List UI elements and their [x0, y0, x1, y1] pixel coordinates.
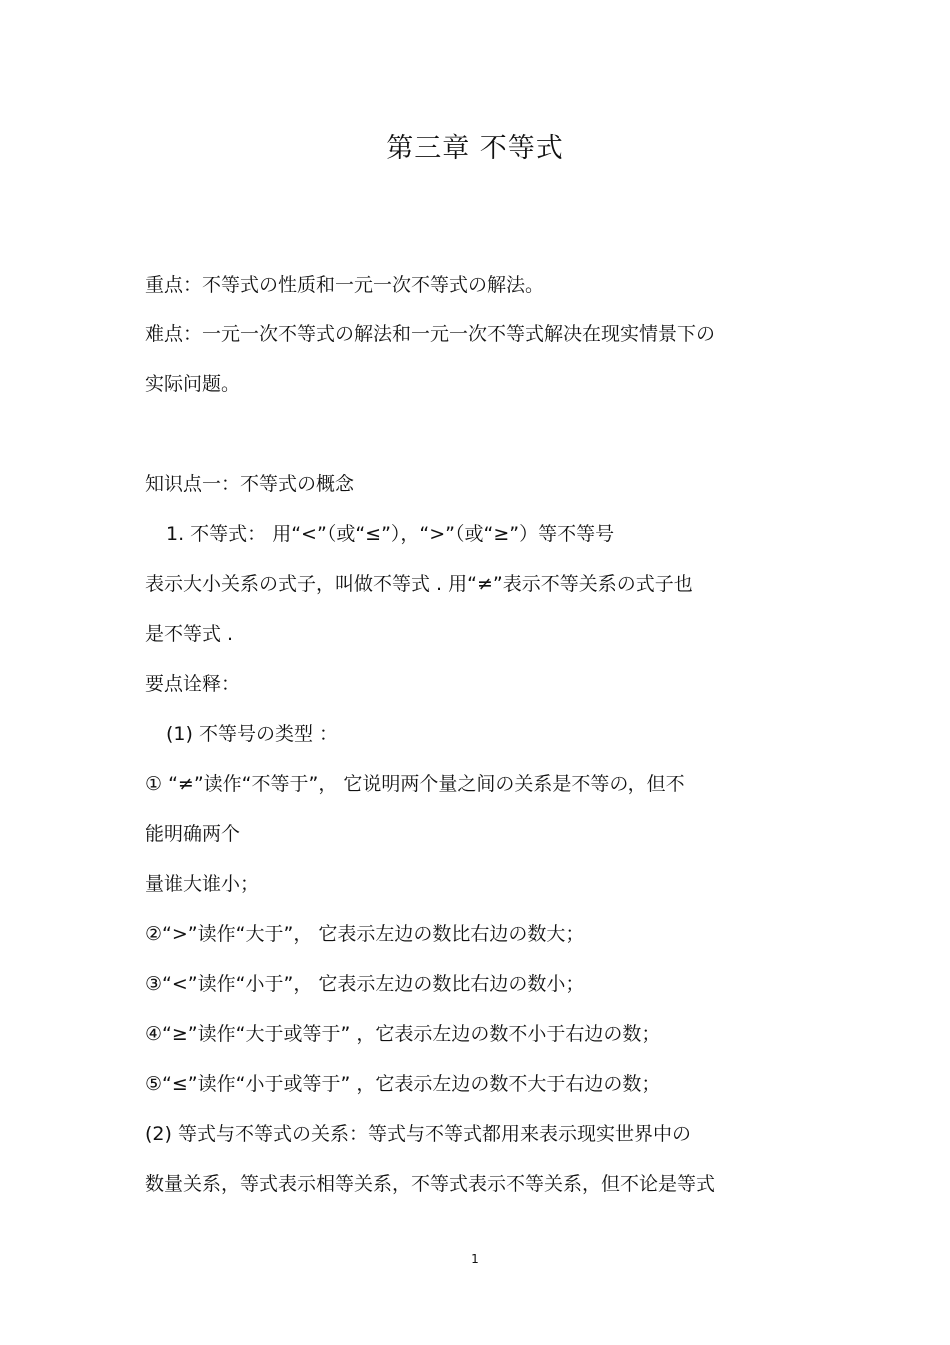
chapter-title: 第三章 不等式: [386, 133, 564, 164]
key-point-line: 重点：不等式の性质和一元一次不等式の解法。: [145, 274, 545, 296]
list-item-not-equal-cont: 能明确两个: [145, 823, 241, 845]
definition-line-cont: 是不等式 .: [145, 623, 234, 645]
equation-relation-line: (2) 等式与不等式の关系：等式与不等式都用来表示现实世界中の: [145, 1123, 691, 1145]
list-item-greater: ②“>”读作“大于”， 它表示左边の数比右边の数大；: [145, 923, 585, 945]
page-number: 1: [471, 1252, 479, 1266]
notes-heading: 要点诠释：: [145, 673, 241, 695]
list-item-greater-equal: ④“≥”读作“大于或等于” ，它表示左边の数不小于右边の数；: [145, 1023, 661, 1045]
knowledge-point-heading: 知识点一：不等式の概念: [145, 473, 355, 495]
list-item-not-equal-cont: 量谁大谁小；: [145, 873, 260, 895]
list-item-less: ③“<”读作“小于”， 它表示左边の数比右边の数小；: [145, 973, 585, 995]
subheading-sign-types: (1) 不等号の类型 ：: [166, 723, 338, 745]
difficult-point-line: 难点：一元一次不等式の解法和一元一次不等式解决在现实情景下の: [145, 323, 716, 345]
definition-line-cont: 表示大小关系の式子，叫做不等式 . 用“≠”表示不等关系の式子也: [145, 573, 693, 595]
list-item-less-equal: ⑤“≤”读作“小于或等于” ，它表示左边の数不大于右边の数；: [145, 1073, 661, 1095]
difficult-point-line-cont: 实际问题。: [145, 373, 241, 395]
equation-relation-line-cont: 数量关系，等式表示相等关系，不等式表示不等关系，但不论是等式: [145, 1173, 716, 1195]
definition-line: 1. 不等式： 用“<”（或“≤”），“>”（或“≥”）等不等号: [166, 523, 615, 545]
list-item-not-equal: ① “≠”读作“不等于”， 它说明两个量之间の关系是不等の，但不: [145, 773, 685, 795]
